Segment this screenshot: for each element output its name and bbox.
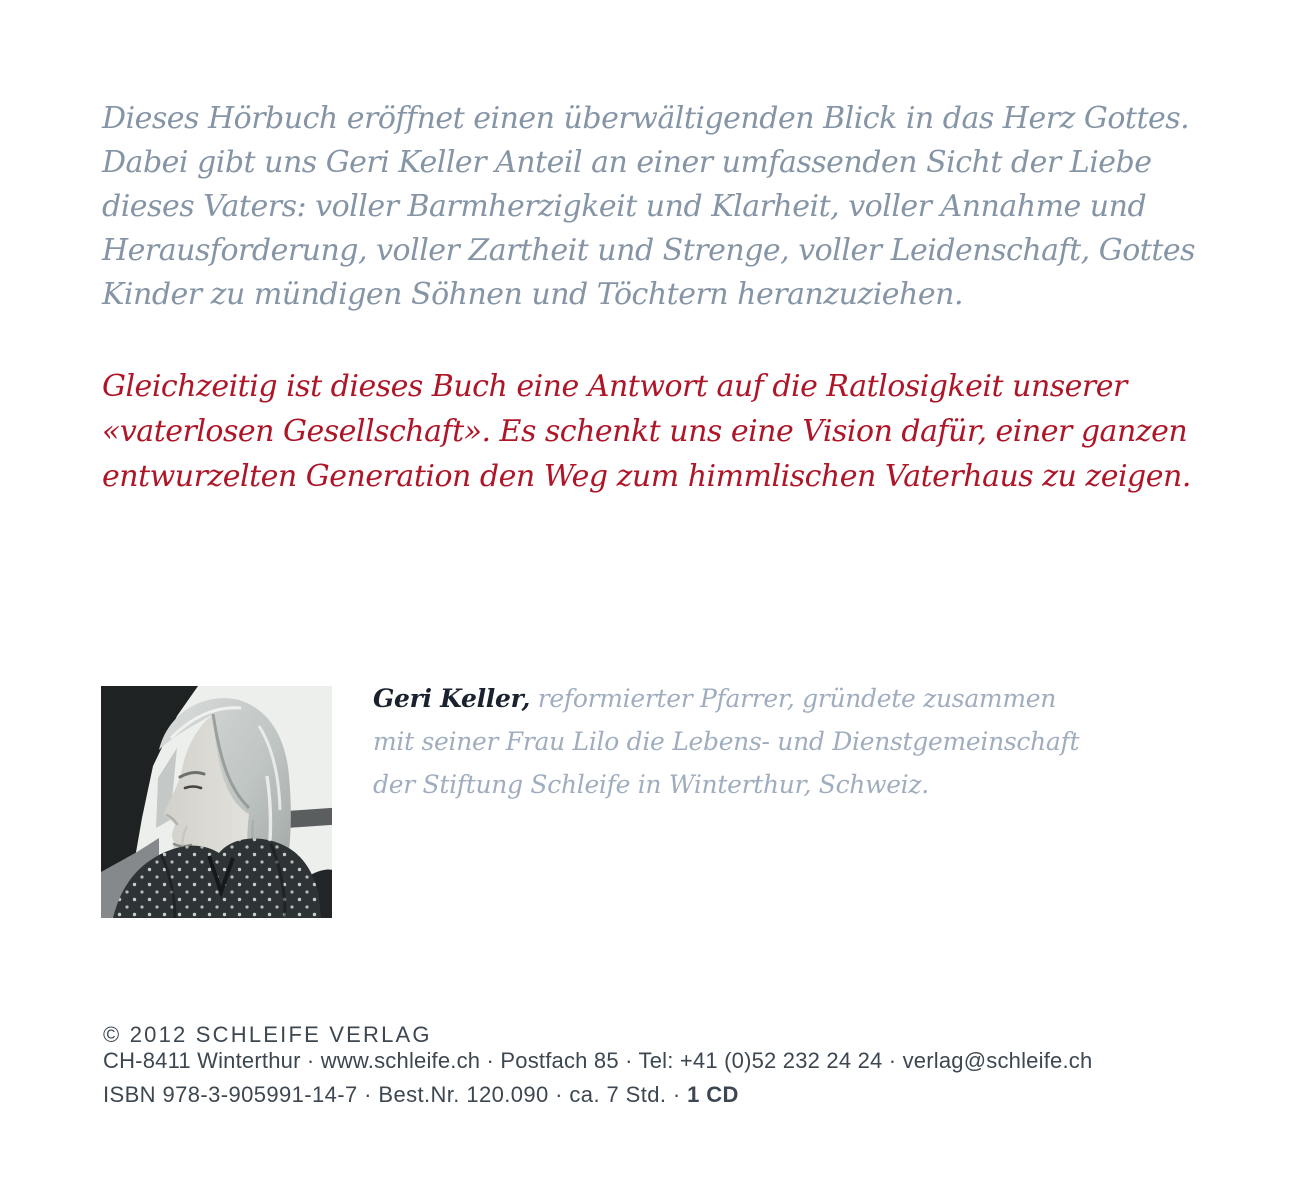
bio-line: der Stiftung Schleife in Winterthur, Schweiz. [373,770,929,799]
highlight-line: Gleichzeitig ist dieses Buch eine Antwort auf die Ratlosigkeit unserer [102,369,1127,404]
bio-line [373,677,1079,720]
isbn-text: ISBN 978-3-905991-14-7 · Best.Nr. 120.090 · ca. 7 Std. · [103,1082,688,1107]
intro-paragraph [102,97,1195,317]
highlight-paragraph [102,364,1191,499]
author-photo [101,686,332,918]
publisher-address-line: CH-8411 Winterthur · www.schleife.ch · Postfach 85 · Tel: +41 (0)52 232 24 24 · verlag@schleife.ch [103,1048,1093,1073]
intro-line: Dabei gibt uns Geri Keller Anteil an einer umfassenden Sicht der Liebe [102,145,1152,180]
bio-line: mit seiner Frau Lilo die Lebens- und Dienstgemeinschaft [373,727,1080,756]
intro-line: Kinder zu mündigen Söhnen und Töchtern heranzuziehen. [102,277,963,312]
highlight-line: «vaterlosen Gesellschaft». Es schenkt uns eine Vision dafür, einer ganzen [102,414,1188,449]
bio-line-rest: reformierter Pfarrer, gründete zusammen [530,684,1057,713]
intro-line: Herausforderung, voller Zartheit und Strenge, voller Leidenschaft, Gottes [102,233,1196,268]
highlight-line: entwurzelten Generation den Weg zum himmlischen Vaterhaus zu zeigen. [102,459,1191,494]
copyright-line: © 2012 SCHLEIFE VERLAG [103,1022,432,1047]
intro-line: dieses Vaters: voller Barmherzigkeit und Klarheit, voller Annahme und [102,189,1147,224]
cd-count-label: 1 CD [687,1082,739,1107]
author-name: Geri Keller, [373,684,531,713]
isbn-line [103,1082,739,1107]
intro-line: Dieses Hörbuch eröffnet einen überwältigenden Blick in das Herz Gottes. [102,101,1190,136]
author-bio [373,677,1079,806]
